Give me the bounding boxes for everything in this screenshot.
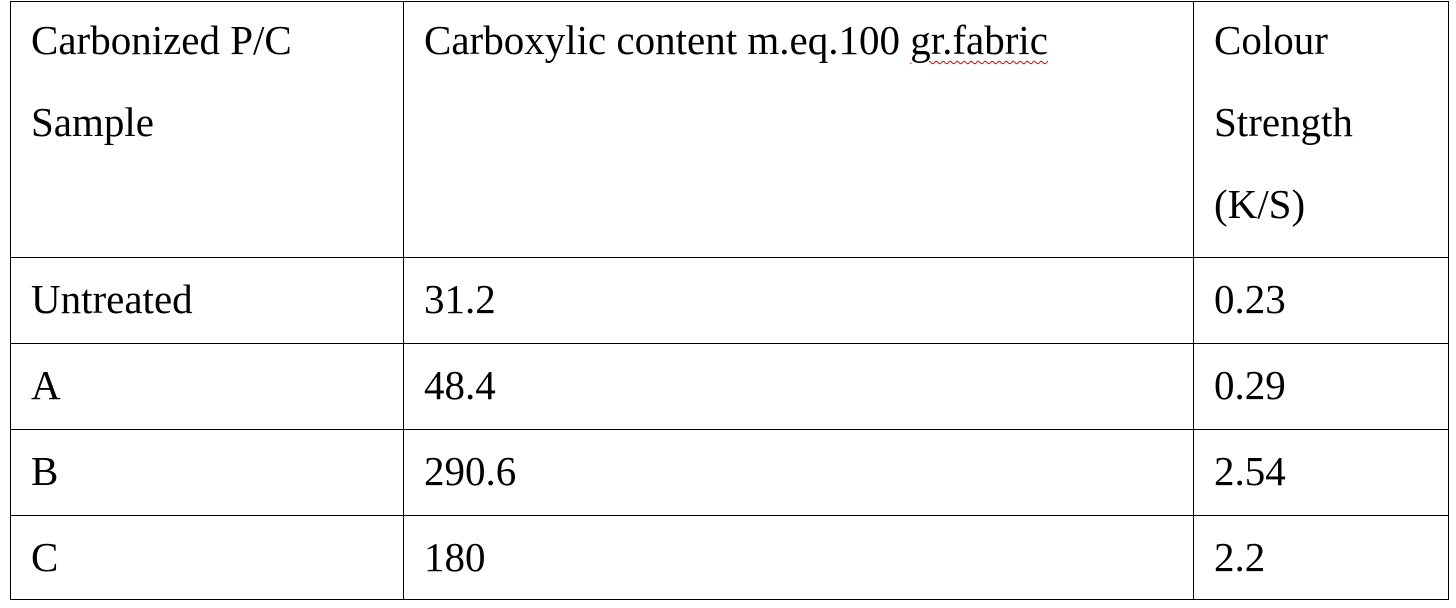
ks-value: 0.29 [1214, 362, 1286, 408]
ks-value: 2.2 [1214, 534, 1266, 580]
ks-value: 2.54 [1214, 448, 1286, 494]
cell-ks [1194, 344, 1449, 430]
cell-carboxylic [404, 516, 1194, 600]
table-row [11, 258, 1449, 344]
data-table [10, 1, 1449, 600]
header-sample-line-2: Sample [31, 99, 154, 145]
header-cell-carboxylic [404, 2, 1194, 258]
header-carboxylic-label [424, 2, 1185, 84]
cell-ks [1194, 516, 1449, 600]
cell-sample [11, 344, 404, 430]
table-row [11, 516, 1449, 600]
header-row [11, 2, 1449, 258]
carboxylic-value: 290.6 [424, 448, 517, 494]
cell-ks [1194, 258, 1449, 344]
cell-sample [11, 430, 404, 516]
header-colour-line-2: Strength [1214, 99, 1353, 145]
header-colour-line-3: (K/S) [1214, 181, 1306, 227]
header-cell-colour-strength [1194, 2, 1449, 258]
carboxylic-value: 48.4 [424, 362, 496, 408]
table-row [11, 344, 1449, 430]
sample-value: B [31, 448, 59, 494]
header-sample-line-1: Carbonized P/C [31, 17, 292, 63]
cell-carboxylic [404, 430, 1194, 516]
cell-carboxylic [404, 258, 1194, 344]
sample-value: A [31, 362, 61, 408]
table-row [11, 430, 1449, 516]
carboxylic-value: 180 [424, 534, 486, 580]
cell-carboxylic [404, 344, 1194, 430]
cell-sample [11, 258, 404, 344]
cell-ks [1194, 430, 1449, 516]
ks-value: 0.23 [1214, 276, 1286, 322]
cell-sample [11, 516, 404, 600]
sample-value: Untreated [31, 276, 193, 322]
header-carboxylic-text: Carboxylic content m.eq.100 [424, 17, 911, 63]
header-colour-line-1: Colour [1214, 17, 1328, 63]
carboxylic-value: 31.2 [424, 276, 496, 322]
sample-value: C [31, 534, 59, 580]
header-cell-sample [11, 2, 404, 258]
header-carboxylic-underlined-text: gr.fabric [910, 17, 1048, 63]
